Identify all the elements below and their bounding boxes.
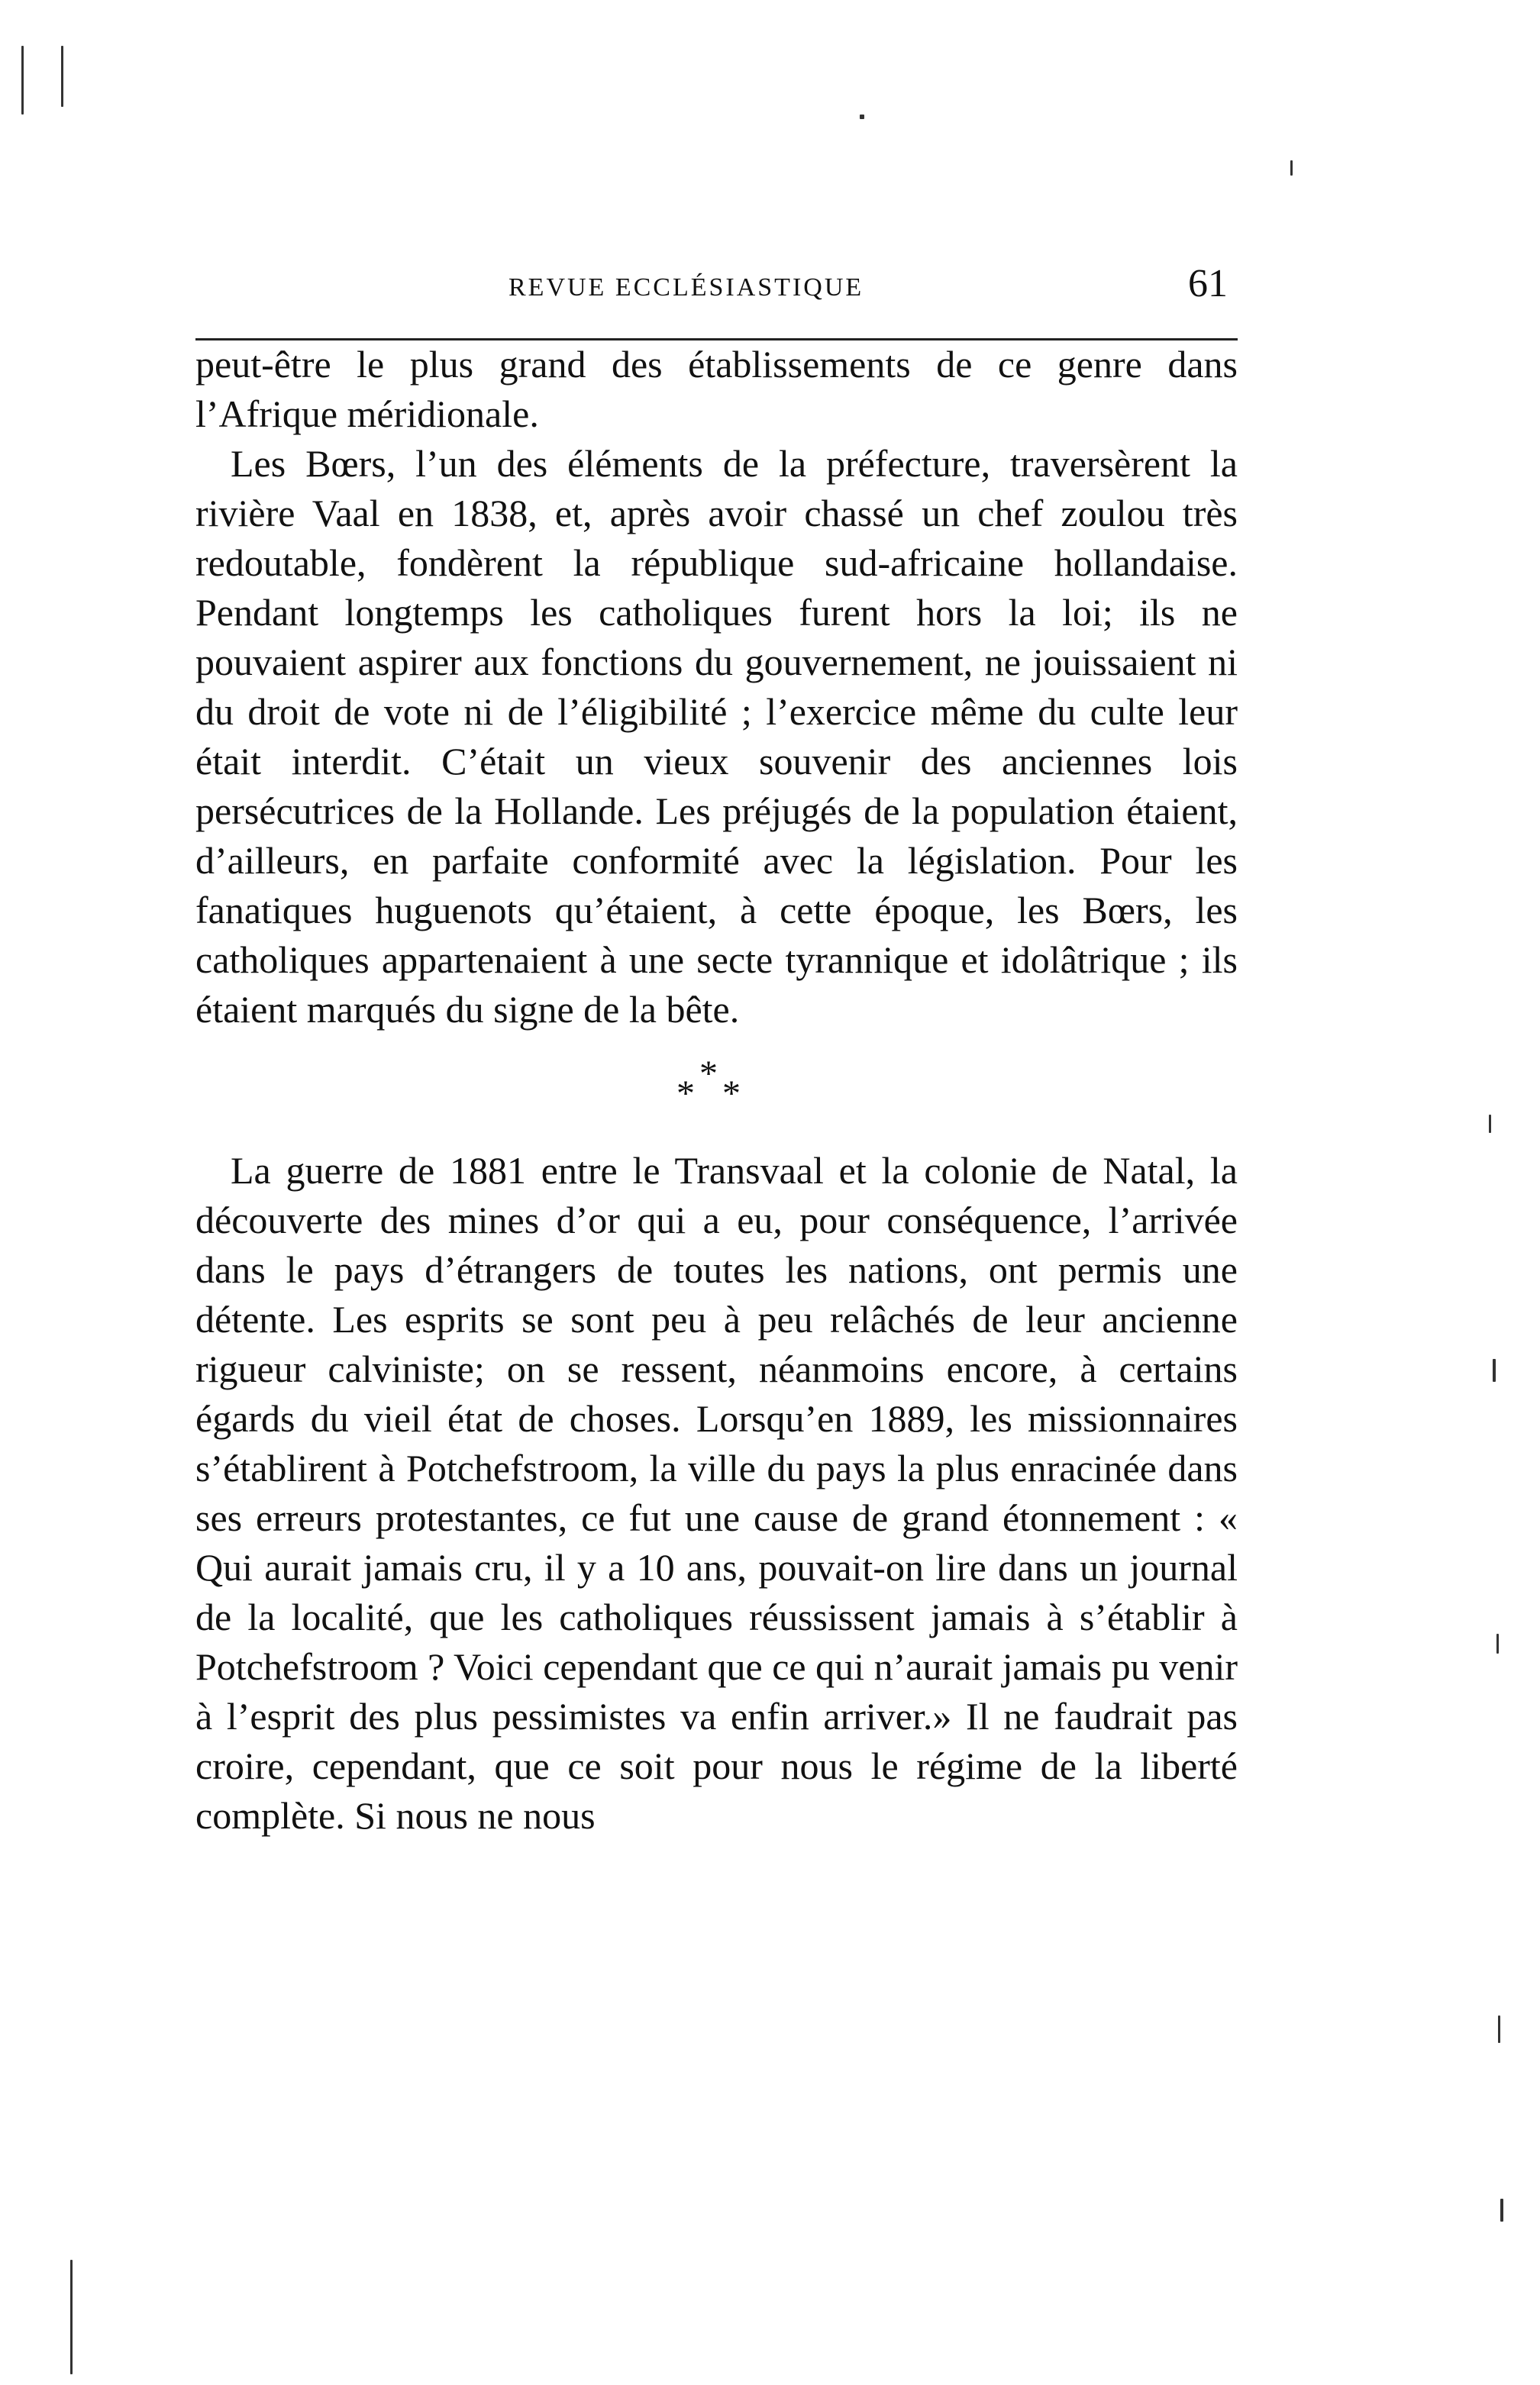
scan-speck	[1290, 160, 1293, 176]
paragraph-boers: Les Bœrs, l’un des éléments de la préfecture, traversèrent la rivière Vaal en 1838, et, après avoir chassé un chef zoulou très redoutable, fondèrent la république sud-africaine hollandaise. Pendant longtemps les catholiques furent hors la loi; ils ne pouvaient aspirer aux fonctions du gouvernement, ne jouissaient ni du droit de vote ni de l’éligibilité ; l’exercice même du culte leur était interdit. C’était un vieux souvenir des anciennes lois persécutrices de la Hollande. Les préjugés de la population étaient, d’ailleurs, en parfaite conformité avec la législation. Pour les fanatiques huguenots qu’étaient, à cette époque, les Bœrs, les catholiques appartenaient à une secte tyrannique et idolâtrique ; ils étaient marqués du signe de la bête.	[195, 442, 1238, 1031]
scan-speck	[1500, 2199, 1503, 2222]
scan-speck	[1493, 1359, 1496, 1382]
section-break-asterism	[195, 1041, 1238, 1140]
scan-speck	[61, 46, 63, 107]
running-title: REVUE ECCLÉSIASTIQUE	[508, 273, 864, 302]
scan-speck	[1496, 1634, 1499, 1654]
asterism-star: *	[699, 1054, 718, 1094]
scan-speck	[1498, 2015, 1500, 2043]
paragraph-continuation: peut-être le plus grand des établissements de ce genre dans l’Afrique méridionale.	[195, 343, 1238, 435]
body-text	[195, 340, 1238, 1841]
page-number: 61	[1188, 262, 1228, 305]
page-header	[195, 260, 1249, 321]
asterism-star: *	[676, 1073, 695, 1114]
asterism-star: *	[722, 1073, 741, 1114]
scan-speck	[21, 46, 24, 115]
scan-speck	[860, 115, 864, 119]
paragraph-guerre: La guerre de 1881 entre le Transvaal et la colonie de Natal, la découverte des mines d’or qui a eu, pour conséquence, l’arrivée dans le pays d’étrangers de toutes les nations, ont permis une détente. Les esprits se sont peu à peu relâchés de leur ancienne rigueur calviniste; on se ressent, néanmoins encore, à certains égards du vieil état de choses. Lorsqu’en 1889, les missionnaires s’établirent à Potchefstroom, la ville du pays la plus enracinée dans ses erreurs protestantes, ce fut une cause de grand étonnement : « Qui aurait jamais cru, il y a 10 ans, pouvait-on lire dans un journal de la localité, que les catholiques réussissent jamais à s’établir à Potchefstroom ? Voici cependant que ce qui n’aurait jamais pu venir à l’esprit des plus pessimistes va enfin arriver.» Il ne faudrait pas croire, cependant, que ce soit pour nous le régime de la liberté complète. Si nous ne nous	[195, 1149, 1238, 1837]
scan-speck	[1489, 1115, 1491, 1133]
scan-speck	[70, 2260, 73, 2374]
